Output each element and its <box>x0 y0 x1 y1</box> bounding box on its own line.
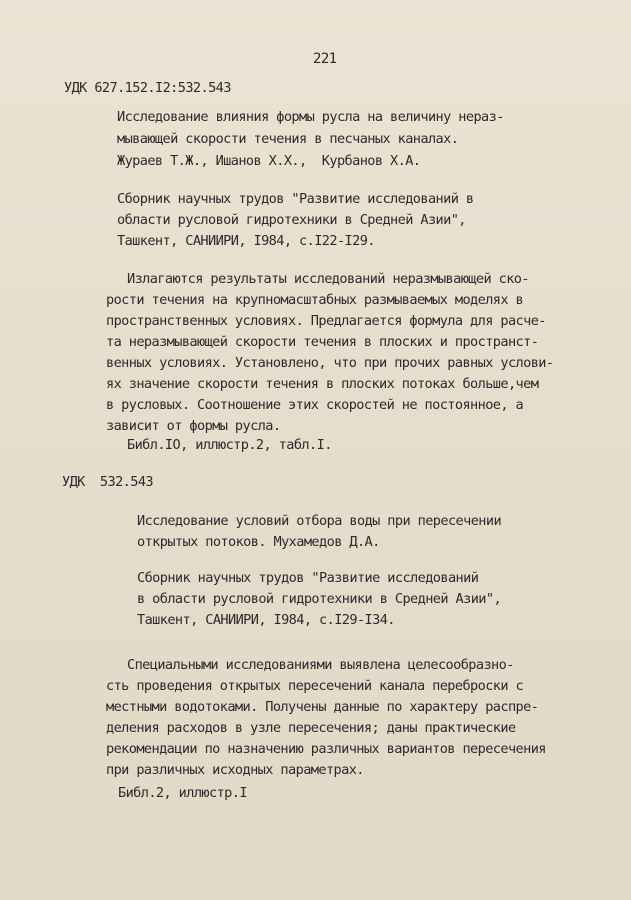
body-line: венных условиях. Установлено, что при прочих равных услови- <box>106 355 554 371</box>
body-line: пространственных условиях. Предлагается формула для расче- <box>106 313 546 329</box>
title-line: мывающей скорости течения в песчаных каналах. <box>117 131 459 147</box>
source-line: в области русловой гидротехники в Средней Азии", <box>137 591 502 607</box>
source-line: области русловой гидротехники в Средней Азии", <box>117 212 466 228</box>
udc-code-1: УДК 627.152.I2:532.543 <box>64 80 231 96</box>
body-line: местными водотоками. Получены данные по характеру распре- <box>106 699 539 715</box>
source-line: Ташкент, САНИИРИ, I984, с.I29-I34. <box>137 612 395 628</box>
source-line: Ташкент, САНИИРИ, I984, с.I22-I29. <box>117 233 375 249</box>
body-line: в русловых. Соотношение этих скоростей не постоянное, а <box>106 397 524 413</box>
body-line: та неразмывающей скорости течения в плоских и пространст- <box>106 334 539 350</box>
source-line: Сборник научных трудов "Развитие исследований <box>137 570 479 586</box>
biblio-line: Библ.2, иллюстр.I <box>118 785 247 801</box>
body-line: рекомендации по назначению различных вариантов пересечения <box>106 741 546 757</box>
authors-line: Жураев Т.Ж., Ишанов Х.Х., Курбанов Х.А. <box>117 153 421 169</box>
title-line: Исследование влияния формы русла на величину нераз- <box>117 109 504 125</box>
title-line-authors: открытых потоков. Мухамедов Д.А. <box>137 534 380 550</box>
udc-code-2: УДК 532.543 <box>62 474 154 490</box>
source-line: Сборник научных трудов "Развитие исследований в <box>117 191 474 207</box>
body-line: при различных исходных параметрах. <box>106 762 364 778</box>
biblio-line: Библ.IO, иллюстр.2, табл.I. <box>127 437 332 453</box>
body-line: сть проведения открытых пересечений канала переброски с <box>106 678 524 694</box>
body-line: деления расходов в узле пересечения; даны практические <box>106 720 516 736</box>
body-line: Специальными исследованиями выявлена целесообразно- <box>127 657 514 673</box>
title-line: Исследование условий отбора воды при пересечении <box>137 513 502 529</box>
body-line: зависит от формы русла. <box>106 418 281 434</box>
page-number: 221 <box>313 51 337 67</box>
body-line: ях значение скорости течения в плоских потоках больше,чем <box>106 376 539 392</box>
body-line: Излагаются результаты исследований неразмывающей ско- <box>127 271 529 287</box>
body-line: рости течения на крупномасштабных размываемых моделях в <box>106 292 524 308</box>
